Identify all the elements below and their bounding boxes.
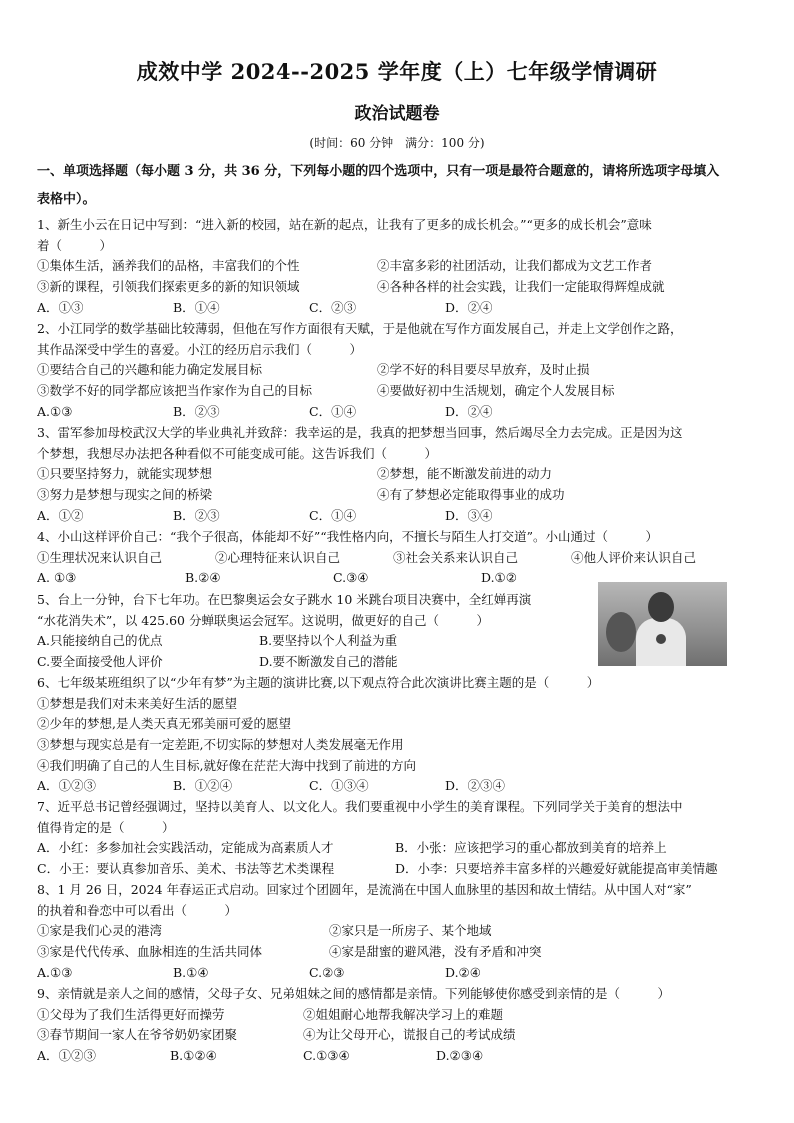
q6-option-c[interactable]: C．①③④ [309,778,369,794]
q3-statement-3: ③努力是梦想与现实之间的桥梁 [37,487,213,503]
q8-statements-row-1 [37,921,767,942]
q2-statement-3: ③数学不好的同学都应该把当作家作为自己的目标 [37,383,313,399]
q8-statements-row-2 [37,942,767,963]
section-heading [37,158,767,214]
q3-option-c[interactable]: C．①④ [309,507,357,523]
q3-statements-row-1 [37,464,767,485]
q1-statement-1: ①集体生活，涵养我们的品格，丰富我们的个性 [37,258,300,274]
q2-statement-2: ②学不好的科目要尽早放弃，及时止损 [377,362,590,378]
question-2 [37,319,767,422]
q1-statements-row-1 [37,256,767,277]
q9-option-a[interactable]: A．①②③ [37,1048,97,1064]
q7-option-d[interactable]: D．小李：只要培养丰富多样的兴趣爱好就能提高审美情趣 [395,861,718,877]
section-line-2: 表格中）。 [37,192,96,207]
section-line-1: 一、单项选择题（每小题 3 分，共 36 分，下列每小题的四个选项中，只有一项是最符合题意的，请将所选项字母填入 [37,164,720,179]
q6-statement-4: ④我们明确了自己的人生目标,就好像在茫茫大海中找到了前进的方向 [37,757,416,773]
q1-options [37,298,767,319]
q4-statements-row [37,548,767,569]
athlete-photo [598,582,727,666]
q8-stem-2: 的执着和眷恋中可以看出（ ） [37,902,238,918]
q4-option-d[interactable]: D.①② [481,570,517,586]
q9-option-b[interactable]: B.①②④ [170,1048,217,1064]
q9-options [37,1046,767,1067]
q4-statement-2: ②心理特征来认识自己 [215,549,341,565]
question-5 [37,590,597,673]
q8-option-c[interactable]: C.②③ [309,964,345,980]
q9-option-c[interactable]: C.①③④ [303,1048,350,1064]
q7-stem-1: 7、近平总书记曾经强调过，坚持以美育人、以文化人。我们要重视中小学生的美育课程。下列同学关于美育的想法中 [37,799,683,814]
q7-option-a[interactable]: A．小红：多参加社会实践活动，定能成为高素质人才 [37,840,334,856]
q3-statements-row-2 [37,485,767,506]
q4-stem-1: 4、小山这样评价自己：“我个子很高，体能却不好”“我性格内向，不擅长与陌生人打交道”。小山通过（ ） [37,529,659,544]
exam-meta: (时间：60 分钟 满分：100 分) [309,136,485,150]
exam-subtitle: 政治试题卷 [354,104,440,124]
q5-stem-2: “水花消失术”，以 425.60 分蝉联奥运会冠军。这说明，做更好的自己（ ） [37,612,489,628]
q2-statements-row-1 [37,360,767,381]
q3-option-a[interactable]: A．①② [37,507,84,523]
q3-statement-1: ①只要坚持努力，就能实现梦想 [37,466,213,482]
q9-statement-3: ③春节期间一家人在爷爷奶奶家团聚 [37,1027,238,1043]
q1-stem-1: 1、新生小云在日记中写到：“进入新的校园，站在新的起点，让我有了更多的成长机会。”“更多的成长机会”意味 [37,217,652,232]
question-6 [37,673,767,797]
question-9 [37,984,767,1067]
q4-option-b[interactable]: B.②④ [185,570,221,586]
q6-statement-3: ③梦想与现实总是有一定差距,不切实际的梦想对人类发展毫无作用 [37,737,404,753]
q8-statement-4: ④家是甜蜜的避风港，没有矛盾和冲突 [329,944,542,960]
q3-option-d[interactable]: D．③④ [445,507,493,523]
q4-statement-4: ④他人评价来认识自己 [571,549,697,565]
q7-option-b[interactable]: B．小张：应该把学习的重心都放到美育的培养上 [395,840,667,856]
q4-statement-1: ①生理状况来认识自己 [37,549,163,565]
q6-stem-1: 6、七年级某班组织了以“少年有梦”为主题的演讲比赛,以下观点符合此次演讲比赛主题的是（ ） [37,675,600,690]
q3-option-b[interactable]: B．②③ [173,507,220,523]
q4-option-c[interactable]: C.③④ [333,570,369,586]
q9-option-d[interactable]: D.②③④ [436,1048,484,1064]
q8-stem-1: 8、1 月 26 日，2024 年春运正式启动。回家过个团圆年，是流淌在中国人血脉里的基因和故土情结。从中国人对“家” [37,882,692,897]
q3-stem-2: 个梦想，我想尽办法把各种看似不可能变成可能。这告诉我们（ ） [37,445,438,461]
question-1 [37,215,767,318]
q2-option-d[interactable]: D．②④ [445,403,493,419]
q8-option-b[interactable]: B.①④ [173,964,209,980]
q1-statements-row-2 [37,277,767,298]
q2-statements-row-2 [37,381,767,402]
q1-stem-2: 着（ ） [37,237,113,253]
q3-statement-2: ②梦想，能不断激发前进的动力 [377,466,553,482]
q4-statement-3: ③社会关系来认识自己 [393,549,519,565]
q2-stem-2: 其作品深受中学生的喜爱。小江的经历启示我们（ ） [37,341,363,357]
q9-statement-2: ②姐姐耐心地帮我解决学习上的难题 [303,1006,504,1022]
q2-option-a[interactable]: A.①③ [37,403,73,419]
q6-options [37,776,767,797]
q3-options [37,506,767,527]
q9-statement-4: ④为让父母开心，谎报自己的考试成绩 [303,1027,516,1043]
q1-option-b[interactable]: B．①④ [173,299,220,315]
q1-statement-4: ④各种各样的社会实践，让我们一定能取得辉煌成就 [377,279,665,295]
q2-stem-1: 2、小江同学的数学基础比较薄弱，但他在写作方面很有天赋，于是他就在写作方面发展自己，并走上文学创作之路， [37,321,683,336]
q5-options-row-1 [37,631,597,652]
question-8 [37,880,767,983]
q8-statement-1: ①家是我们心灵的港湾 [37,923,163,939]
q2-options [37,402,767,423]
q1-option-d[interactable]: D．②④ [445,299,493,315]
q9-stem-1: 9、亲情就是亲人之间的感情，父母子女、兄弟姐妹之间的感情都是亲情。下列能够使你感受到亲情的是（ ） [37,986,670,1001]
q2-option-c[interactable]: C．①④ [309,403,357,419]
question-4 [37,527,767,589]
q6-option-d[interactable]: D．②③④ [445,778,506,794]
q6-option-b[interactable]: B．①②④ [173,778,233,794]
photo-flowers [606,612,636,652]
q5-option-b[interactable]: B.要坚持以个人利益为重 [259,633,398,649]
q6-statement-2: ②少年的梦想,是人类天真无邪美丽可爱的愿望 [37,716,291,732]
q1-statement-2: ②丰富多彩的社团活动，让我们都成为文艺工作者 [377,258,653,274]
q6-statement-1: ①梦想是我们对未来美好生活的愿望 [37,695,238,711]
q3-stem-1: 3、雷军参加母校武汉大学的毕业典礼并致辞：我幸运的是，我真的把梦想当回事，然后竭尽全力去完成。正是因为这 [37,425,683,440]
q9-statement-1: ①父母为了我们生活得更好而操劳 [37,1006,225,1022]
q5-option-a[interactable]: A.只能接纳自己的优点 [37,633,163,649]
q8-statement-2: ②家只是一所房子、某个地域 [329,923,492,939]
q2-statement-4: ④要做好初中生活规划，确定个人发展目标 [377,383,615,399]
q9-statements-row-2 [37,1025,767,1046]
q2-option-b[interactable]: B．②③ [173,403,220,419]
q7-stem-2: 值得肯定的是（ ） [37,819,175,835]
photo-medal [656,634,666,644]
exam-title: 成效中学 2024--2025 学年度（上）七年级学情调研 [136,59,658,84]
q8-option-a[interactable]: A.①③ [37,964,73,980]
q8-option-d[interactable]: D.②④ [445,964,481,980]
q3-statement-4: ④有了梦想必定能取得事业的成功 [377,487,565,503]
q8-statement-3: ③家是代代传承、血脉相连的生活共同体 [37,944,263,960]
q7-options-row-1 [37,838,767,859]
question-7 [37,797,767,880]
q7-options-row-2 [37,859,767,880]
q1-option-a[interactable]: A．①③ [37,299,84,315]
q5-option-c[interactable]: C.要全面接受他人评价 [37,654,163,670]
q9-statements-row-1 [37,1005,767,1026]
q4-option-a[interactable]: A. ①③ [37,570,77,586]
q5-option-d[interactable]: D.要不断激发自己的潜能 [259,654,398,670]
q6-option-a[interactable]: A．①②③ [37,778,97,794]
question-3 [37,423,767,526]
q8-options [37,963,767,984]
q1-option-c[interactable]: C．②③ [309,299,357,315]
q5-stem-1: 5、台上一分钟，台下七年功。在巴黎奥运会女子跳水 10 米跳台项目决赛中，全红婵再演 [37,592,532,607]
q5-options-row-2 [37,652,597,673]
q1-statement-3: ③新的课程，引领我们探索更多的新的知识领域 [37,279,300,295]
q2-statement-1: ①要结合自己的兴趣和能力确定发展目标 [37,362,263,378]
q7-option-c[interactable]: C．小王：要认真参加音乐、美术、书法等艺术类课程 [37,861,335,877]
photo-athlete-head [648,592,674,622]
